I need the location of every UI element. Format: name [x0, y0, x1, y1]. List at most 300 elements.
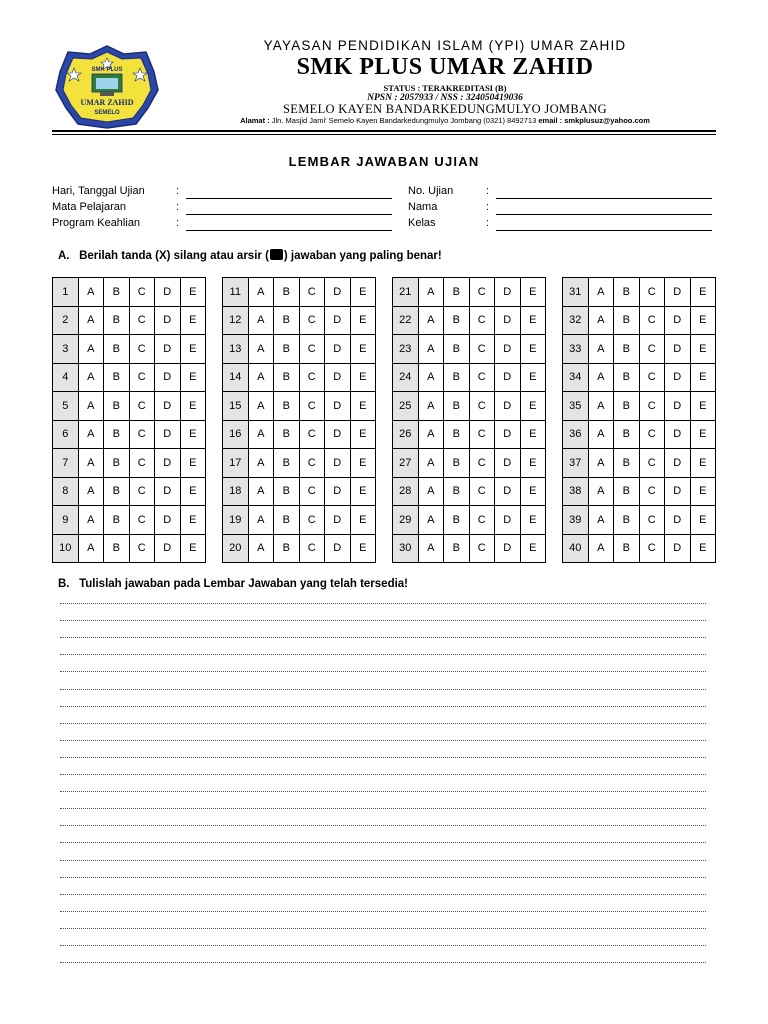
choice-d[interactable]: D	[665, 335, 691, 364]
choice-b[interactable]: B	[104, 363, 130, 392]
question-number: 3	[53, 335, 79, 364]
field-input-line[interactable]	[496, 230, 712, 231]
choice-e[interactable]: E	[520, 534, 546, 563]
dotted-answer-line[interactable]	[60, 791, 706, 792]
choice-d[interactable]: D	[665, 306, 691, 335]
choice-c[interactable]: C	[129, 420, 155, 449]
answer-row	[223, 506, 376, 535]
field-label: Kelas	[408, 217, 436, 229]
dotted-answer-line[interactable]	[60, 962, 706, 963]
choice-b[interactable]: B	[104, 420, 130, 449]
choice-b[interactable]: B	[274, 420, 300, 449]
choice-c[interactable]: C	[469, 477, 495, 506]
question-number: 33	[563, 335, 589, 364]
choice-a[interactable]: A	[78, 363, 104, 392]
choice-d[interactable]: D	[495, 534, 521, 563]
choice-b[interactable]: B	[444, 534, 470, 563]
choice-e[interactable]: E	[180, 477, 206, 506]
choice-c[interactable]: C	[129, 363, 155, 392]
question-number: 18	[223, 477, 249, 506]
choice-b[interactable]: B	[104, 335, 130, 364]
choice-b[interactable]: B	[444, 278, 470, 307]
choice-d[interactable]: D	[495, 420, 521, 449]
answer-row	[53, 449, 206, 478]
choice-b[interactable]: B	[614, 534, 640, 563]
dotted-answer-line[interactable]	[60, 911, 706, 912]
choice-c[interactable]: C	[299, 306, 325, 335]
answer-row	[393, 477, 546, 506]
choice-a[interactable]: A	[588, 477, 614, 506]
choice-d[interactable]: D	[495, 449, 521, 478]
choice-b[interactable]: B	[444, 335, 470, 364]
choice-e[interactable]: E	[690, 449, 716, 478]
choice-a[interactable]: A	[418, 363, 444, 392]
field-colon: :	[176, 217, 180, 229]
choice-e[interactable]: E	[690, 278, 716, 307]
choice-b[interactable]: B	[104, 449, 130, 478]
choice-a[interactable]: A	[78, 506, 104, 535]
section-a-instruction	[58, 249, 442, 262]
choice-a[interactable]: A	[418, 506, 444, 535]
header-rule-thick	[52, 130, 716, 132]
dotted-answer-line[interactable]	[60, 723, 706, 724]
choice-c[interactable]: C	[469, 506, 495, 535]
dotted-answer-line[interactable]	[60, 808, 706, 809]
question-number: 10	[53, 534, 79, 563]
section-b-instruction	[58, 578, 408, 590]
dotted-answer-line[interactable]	[60, 928, 706, 929]
choice-d[interactable]: D	[325, 420, 351, 449]
choice-a[interactable]: A	[248, 420, 274, 449]
choice-e[interactable]: E	[180, 506, 206, 535]
field-input-line[interactable]	[496, 214, 712, 215]
choice-e[interactable]: E	[350, 392, 376, 421]
answer-row	[563, 392, 716, 421]
choice-a[interactable]: A	[418, 534, 444, 563]
dotted-answer-line[interactable]	[60, 774, 706, 775]
choice-c[interactable]: C	[129, 506, 155, 535]
dotted-answer-line[interactable]	[60, 842, 706, 843]
choice-d[interactable]: D	[325, 534, 351, 563]
question-number: 11	[223, 278, 249, 307]
field-label: Mata Pelajaran	[52, 201, 126, 213]
choice-e[interactable]: E	[520, 306, 546, 335]
choice-c[interactable]: C	[469, 420, 495, 449]
choice-a[interactable]: A	[78, 306, 104, 335]
answer-row	[53, 278, 206, 307]
choice-b[interactable]: B	[274, 335, 300, 364]
choice-a[interactable]: A	[248, 363, 274, 392]
choice-c[interactable]: C	[299, 363, 325, 392]
school-address	[180, 116, 710, 125]
svg-text:SMK PLUS: SMK PLUS	[91, 67, 123, 73]
choice-c[interactable]: C	[299, 477, 325, 506]
question-number: 23	[393, 335, 419, 364]
dotted-answer-line[interactable]	[60, 637, 706, 638]
choice-d[interactable]: D	[495, 392, 521, 421]
header-rule-thin	[52, 134, 716, 135]
question-number: 40	[563, 534, 589, 563]
choice-b[interactable]: B	[614, 335, 640, 364]
choice-c[interactable]: C	[299, 278, 325, 307]
question-number: 22	[393, 306, 419, 335]
choice-e[interactable]: E	[180, 449, 206, 478]
dotted-answer-line[interactable]	[60, 740, 706, 741]
choice-c[interactable]: C	[129, 392, 155, 421]
question-number: 29	[393, 506, 419, 535]
choice-e[interactable]: E	[520, 278, 546, 307]
choice-c[interactable]: C	[299, 506, 325, 535]
choice-c[interactable]: C	[129, 335, 155, 364]
choice-c[interactable]: C	[129, 306, 155, 335]
choice-d[interactable]: D	[155, 420, 181, 449]
choice-d[interactable]: D	[325, 506, 351, 535]
choice-a[interactable]: A	[78, 420, 104, 449]
answer-table	[392, 277, 546, 563]
choice-d[interactable]: D	[155, 534, 181, 563]
choice-e[interactable]: E	[350, 306, 376, 335]
choice-c[interactable]: C	[469, 335, 495, 364]
answer-row	[53, 363, 206, 392]
choice-a[interactable]: A	[588, 306, 614, 335]
choice-d[interactable]: D	[495, 335, 521, 364]
answer-table	[562, 277, 716, 563]
school-crest-logo	[54, 44, 160, 130]
choice-a[interactable]: A	[248, 392, 274, 421]
accreditation-status: STATUS : TERAKREDITASI (B)	[383, 83, 507, 93]
choice-b[interactable]: B	[614, 506, 640, 535]
choice-e[interactable]: E	[520, 506, 546, 535]
choice-d[interactable]: D	[665, 477, 691, 506]
answer-row	[53, 477, 206, 506]
question-number: 9	[53, 506, 79, 535]
answer-row	[393, 534, 546, 563]
choice-d[interactable]: D	[665, 392, 691, 421]
choice-d[interactable]: D	[495, 506, 521, 535]
section-a-marker: A.	[58, 250, 70, 262]
email-text: smkplusuz@yahoo.com	[564, 116, 650, 125]
answer-row	[563, 306, 716, 335]
choice-d[interactable]: D	[325, 278, 351, 307]
choice-d[interactable]: D	[325, 306, 351, 335]
choice-a[interactable]: A	[588, 392, 614, 421]
choice-e[interactable]: E	[350, 363, 376, 392]
choice-b[interactable]: B	[274, 477, 300, 506]
choice-c[interactable]: C	[639, 534, 665, 563]
choice-b[interactable]: B	[614, 392, 640, 421]
answer-row	[223, 392, 376, 421]
question-number: 15	[223, 392, 249, 421]
choice-c[interactable]: C	[469, 534, 495, 563]
choice-b[interactable]: B	[614, 278, 640, 307]
choice-a[interactable]: A	[418, 420, 444, 449]
choice-a[interactable]: A	[418, 477, 444, 506]
field-colon: :	[486, 185, 490, 197]
choice-a[interactable]: A	[588, 420, 614, 449]
choice-a[interactable]: A	[588, 335, 614, 364]
choice-e[interactable]: E	[520, 449, 546, 478]
choice-a[interactable]: A	[588, 534, 614, 563]
dotted-answer-line[interactable]	[60, 877, 706, 878]
choice-a[interactable]: A	[248, 534, 274, 563]
question-number: 19	[223, 506, 249, 535]
choice-b[interactable]: B	[614, 420, 640, 449]
question-number: 21	[393, 278, 419, 307]
choice-c[interactable]: C	[129, 477, 155, 506]
choice-d[interactable]: D	[155, 392, 181, 421]
choice-c[interactable]: C	[469, 392, 495, 421]
choice-e[interactable]: E	[690, 306, 716, 335]
choice-c[interactable]: C	[469, 306, 495, 335]
answer-row	[223, 335, 376, 364]
choice-a[interactable]: A	[248, 278, 274, 307]
choice-c[interactable]: C	[639, 335, 665, 364]
choice-d[interactable]: D	[495, 363, 521, 392]
choice-b[interactable]: B	[274, 449, 300, 478]
choice-e[interactable]: E	[180, 335, 206, 364]
choice-d[interactable]: D	[665, 420, 691, 449]
choice-d[interactable]: D	[665, 506, 691, 535]
choice-e[interactable]: E	[180, 278, 206, 307]
answer-row	[223, 363, 376, 392]
choice-a[interactable]: A	[78, 477, 104, 506]
choice-e[interactable]: E	[350, 477, 376, 506]
choice-d[interactable]: D	[665, 363, 691, 392]
choice-e[interactable]: E	[690, 534, 716, 563]
choice-d[interactable]: D	[665, 534, 691, 563]
choice-c[interactable]: C	[469, 278, 495, 307]
choice-a[interactable]: A	[588, 449, 614, 478]
choice-b[interactable]: B	[104, 477, 130, 506]
choice-e[interactable]: E	[350, 506, 376, 535]
choice-c[interactable]: C	[639, 363, 665, 392]
question-number: 26	[393, 420, 419, 449]
field-no-ujian	[408, 185, 712, 201]
choice-b[interactable]: B	[274, 278, 300, 307]
answer-row	[223, 477, 376, 506]
choice-a[interactable]: A	[418, 306, 444, 335]
choice-b[interactable]: B	[444, 420, 470, 449]
choice-d[interactable]: D	[665, 449, 691, 478]
choice-e[interactable]: E	[690, 363, 716, 392]
choice-e[interactable]: E	[520, 363, 546, 392]
choice-b[interactable]: B	[614, 363, 640, 392]
choice-a[interactable]: A	[588, 278, 614, 307]
choice-a[interactable]: A	[248, 335, 274, 364]
answer-row	[563, 278, 716, 307]
answer-row	[223, 420, 376, 449]
choice-d[interactable]: D	[155, 278, 181, 307]
choice-c[interactable]: C	[469, 449, 495, 478]
choice-d[interactable]: D	[155, 363, 181, 392]
choice-e[interactable]: E	[690, 335, 716, 364]
choice-a[interactable]: A	[418, 392, 444, 421]
choice-d[interactable]: D	[325, 449, 351, 478]
answer-row	[223, 449, 376, 478]
choice-d[interactable]: D	[325, 477, 351, 506]
choice-d[interactable]: D	[155, 335, 181, 364]
choice-e[interactable]: E	[690, 392, 716, 421]
choice-a[interactable]: A	[78, 392, 104, 421]
section-b-text: Tulislah jawaban pada Lembar Jawaban yang telah tersedia!	[79, 578, 409, 590]
dotted-answer-line[interactable]	[60, 825, 706, 826]
choice-e[interactable]: E	[520, 420, 546, 449]
choice-b[interactable]: B	[444, 306, 470, 335]
choice-e[interactable]: E	[690, 420, 716, 449]
choice-d[interactable]: D	[325, 335, 351, 364]
choice-a[interactable]: A	[248, 477, 274, 506]
choice-c[interactable]: C	[299, 420, 325, 449]
answer-row	[223, 278, 376, 307]
choice-e[interactable]: E	[350, 449, 376, 478]
choice-b[interactable]: B	[614, 306, 640, 335]
question-number: 24	[393, 363, 419, 392]
choice-b[interactable]: B	[444, 392, 470, 421]
choice-b[interactable]: B	[104, 278, 130, 307]
choice-a[interactable]: A	[248, 306, 274, 335]
answer-row	[393, 278, 546, 307]
choice-c[interactable]: C	[129, 278, 155, 307]
choice-a[interactable]: A	[78, 534, 104, 563]
choice-b[interactable]: B	[444, 506, 470, 535]
choice-c[interactable]: C	[639, 477, 665, 506]
field-colon: :	[486, 201, 490, 213]
choice-e[interactable]: E	[350, 278, 376, 307]
answer-row	[53, 420, 206, 449]
field-program-keahlian	[52, 217, 392, 233]
answer-row	[393, 392, 546, 421]
choice-b[interactable]: B	[614, 449, 640, 478]
field-input-line[interactable]	[186, 198, 392, 199]
choice-b[interactable]: B	[274, 392, 300, 421]
dotted-answer-line[interactable]	[60, 689, 706, 690]
choice-a[interactable]: A	[418, 278, 444, 307]
dotted-answer-line[interactable]	[60, 603, 706, 604]
choice-c[interactable]: C	[639, 306, 665, 335]
choice-c[interactable]: C	[639, 392, 665, 421]
question-number: 20	[223, 534, 249, 563]
choice-d[interactable]: D	[155, 477, 181, 506]
choice-b[interactable]: B	[104, 392, 130, 421]
choice-a[interactable]: A	[248, 449, 274, 478]
choice-b[interactable]: B	[274, 534, 300, 563]
choice-e[interactable]: E	[350, 420, 376, 449]
field-kelas	[408, 217, 712, 233]
choice-c[interactable]: C	[469, 363, 495, 392]
choice-a[interactable]: A	[248, 506, 274, 535]
choice-c[interactable]: C	[299, 534, 325, 563]
choice-b[interactable]: B	[104, 306, 130, 335]
question-number: 14	[223, 363, 249, 392]
choice-e[interactable]: E	[520, 335, 546, 364]
answer-row	[393, 449, 546, 478]
dotted-answer-line[interactable]	[60, 706, 706, 707]
answer-row	[563, 477, 716, 506]
choice-d[interactable]: D	[325, 363, 351, 392]
choice-c[interactable]: C	[639, 449, 665, 478]
choice-e[interactable]: E	[180, 534, 206, 563]
choice-a[interactable]: A	[588, 506, 614, 535]
choice-e[interactable]: E	[520, 477, 546, 506]
dotted-answer-line[interactable]	[60, 860, 706, 861]
choice-b[interactable]: B	[444, 477, 470, 506]
choice-d[interactable]: D	[495, 306, 521, 335]
choice-b[interactable]: B	[444, 363, 470, 392]
choice-a[interactable]: A	[78, 449, 104, 478]
choice-c[interactable]: C	[129, 534, 155, 563]
choice-b[interactable]: B	[274, 363, 300, 392]
answer-row	[563, 449, 716, 478]
question-number: 36	[563, 420, 589, 449]
question-number: 32	[563, 306, 589, 335]
dotted-answer-line[interactable]	[60, 757, 706, 758]
answer-row	[393, 306, 546, 335]
choice-a[interactable]: A	[418, 335, 444, 364]
choice-c[interactable]: C	[639, 420, 665, 449]
choice-e[interactable]: E	[180, 420, 206, 449]
choice-e[interactable]: E	[180, 392, 206, 421]
answer-table	[52, 277, 206, 563]
choice-c[interactable]: C	[299, 449, 325, 478]
choice-b[interactable]: B	[614, 477, 640, 506]
choice-b[interactable]: B	[444, 449, 470, 478]
question-number: 34	[563, 363, 589, 392]
answer-row	[393, 506, 546, 535]
answer-row	[563, 363, 716, 392]
choice-d[interactable]: D	[325, 392, 351, 421]
choice-b[interactable]: B	[274, 506, 300, 535]
choice-d[interactable]: D	[495, 278, 521, 307]
answer-row	[223, 534, 376, 563]
field-input-line[interactable]	[186, 230, 392, 231]
choice-c[interactable]: C	[639, 506, 665, 535]
field-input-line[interactable]	[496, 198, 712, 199]
choice-a[interactable]: A	[588, 363, 614, 392]
choice-e[interactable]: E	[690, 506, 716, 535]
dotted-answer-line[interactable]	[60, 671, 706, 672]
choice-a[interactable]: A	[418, 449, 444, 478]
choice-d[interactable]: D	[495, 477, 521, 506]
choice-b[interactable]: B	[274, 306, 300, 335]
choice-e[interactable]: E	[690, 477, 716, 506]
choice-d[interactable]: D	[155, 449, 181, 478]
choice-e[interactable]: E	[520, 392, 546, 421]
address-label: Alamat :	[240, 116, 270, 125]
choice-c[interactable]: C	[129, 449, 155, 478]
choice-a[interactable]: A	[78, 335, 104, 364]
choice-e[interactable]: E	[350, 335, 376, 364]
choice-c[interactable]: C	[299, 392, 325, 421]
choice-d[interactable]: D	[155, 506, 181, 535]
choice-c[interactable]: C	[299, 335, 325, 364]
field-input-line[interactable]	[186, 214, 392, 215]
choice-e[interactable]: E	[180, 363, 206, 392]
choice-e[interactable]: E	[350, 534, 376, 563]
choice-d[interactable]: D	[155, 306, 181, 335]
question-number: 39	[563, 506, 589, 535]
choice-b[interactable]: B	[104, 534, 130, 563]
dotted-answer-line[interactable]	[60, 620, 706, 621]
dotted-answer-line[interactable]	[60, 654, 706, 655]
question-number: 16	[223, 420, 249, 449]
choice-e[interactable]: E	[180, 306, 206, 335]
dotted-answer-line[interactable]	[60, 945, 706, 946]
choice-b[interactable]: B	[104, 506, 130, 535]
choice-a[interactable]: A	[78, 278, 104, 307]
choice-c[interactable]: C	[639, 278, 665, 307]
choice-d[interactable]: D	[665, 278, 691, 307]
dotted-answer-line[interactable]	[60, 894, 706, 895]
